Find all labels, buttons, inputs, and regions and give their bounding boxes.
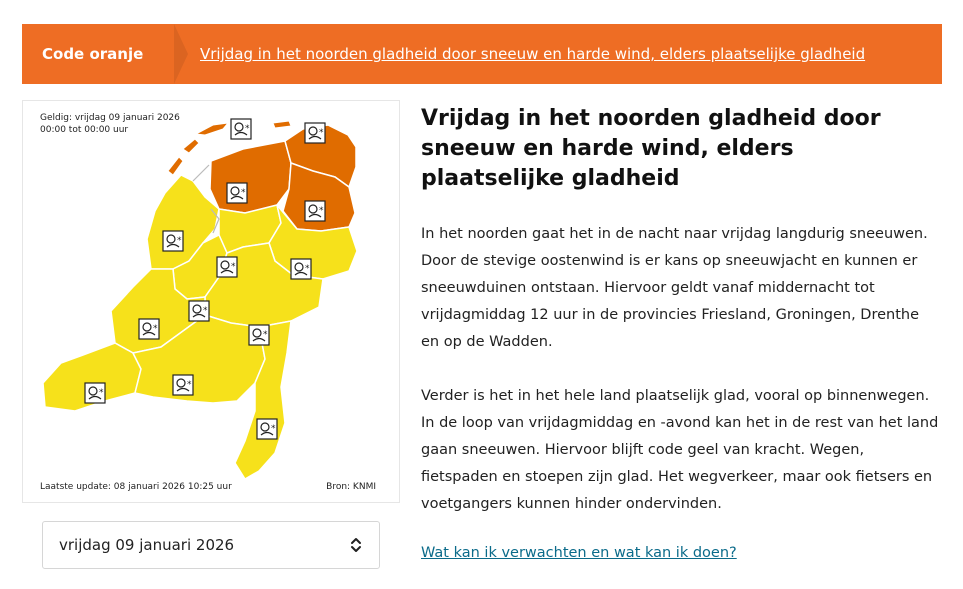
snow-ice-road-icon[interactable]	[257, 419, 277, 439]
snow-ice-road-icon[interactable]	[249, 325, 269, 345]
region-texel[interactable]	[168, 157, 183, 175]
snow-ice-road-icon[interactable]	[163, 231, 183, 251]
netherlands-map	[23, 101, 400, 503]
svg-text:*: *	[263, 330, 268, 340]
svg-text:*: *	[187, 380, 192, 390]
svg-text:*: *	[319, 206, 324, 216]
afsluitdijk-line	[193, 165, 209, 181]
map-last-update: Laatste update: 08 januari 2026 10:25 uur	[40, 482, 232, 492]
snow-ice-road-icon[interactable]	[291, 259, 311, 279]
svg-text:*: *	[153, 324, 158, 334]
snow-ice-road-icon[interactable]	[173, 375, 193, 395]
svg-text:*: *	[245, 124, 250, 134]
validity-time: 00:00 tot 00:00 uur	[40, 125, 129, 135]
snow-ice-road-icon[interactable]	[305, 123, 325, 143]
snow-ice-road-icon[interactable]	[231, 119, 251, 139]
warning-code-label	[22, 24, 174, 84]
map-validity	[40, 112, 180, 136]
banner-headline-link[interactable]: Vrijdag in het noorden gladheid door sneeuw en harde wind, elders plaatselijke gladheid	[200, 45, 866, 63]
svg-text:*: *	[177, 236, 182, 246]
snow-ice-road-icon[interactable]	[85, 383, 105, 403]
svg-text:*: *	[99, 388, 104, 398]
date-select-value: vrijdag 09 januari 2026	[59, 536, 235, 554]
article-paragraph-2: Verder is het in het hele land plaatselijk glad, vooral op binnenwegen. In de loop van vrijdagmiddag en -avond kan het in de rest van het land gaan sneeuwen. Hiervoor blijft code geel van kracht. Wegen, fietspaden en stoepen zijn glad. Het wegverkeer, maar ook fietsers en voetgangers kunnen hinder ondervinden.	[421, 388, 939, 512]
article-title: Vrijdag in het noorden gladheid door sneeuw en harde wind, elders plaatselijke gladheid	[421, 106, 881, 191]
snow-ice-road-icon[interactable]	[189, 301, 209, 321]
map-source: Bron: KNMI	[326, 482, 376, 492]
what-to-expect-link[interactable]: Wat kan ik verwachten en wat kan ik doen?	[421, 545, 737, 561]
svg-text:*: *	[231, 262, 236, 272]
warning-banner	[22, 24, 942, 84]
region-wadden-east[interactable]	[196, 123, 228, 135]
svg-text:*: *	[241, 188, 246, 198]
article	[421, 104, 941, 561]
validity-date: Geldig: vrijdag 09 januari 2026	[40, 113, 180, 123]
region-wadden-west[interactable]	[183, 139, 199, 153]
svg-text:*: *	[271, 424, 276, 434]
svg-text:*: *	[305, 264, 310, 274]
warning-map	[22, 100, 400, 503]
up-down-chevron-icon	[349, 535, 363, 555]
snow-ice-road-icon[interactable]	[227, 183, 247, 203]
article-paragraph-1: In het noorden gaat het in de nacht naar vrijdag langdurig sneeuwen. Door de stevige oostenwind is er kans op sneeuwjacht en kunnen er sneeuwduinen ontstaan. Hiervoor geldt vanaf middernacht tot vrijdagmiddag 12 uur in de provincies Friesland, Groningen, Drenthe en op de Wadden.	[421, 226, 928, 350]
snow-ice-road-icon[interactable]	[305, 201, 325, 221]
svg-text:*: *	[203, 306, 208, 316]
snow-ice-road-icon[interactable]	[217, 257, 237, 277]
date-select[interactable]	[42, 521, 380, 569]
snow-ice-road-icon[interactable]	[139, 319, 159, 339]
svg-text:*: *	[319, 128, 324, 138]
region-wadden-far[interactable]	[273, 121, 291, 128]
code-label-text: Code oranje	[42, 45, 144, 63]
region-friesland[interactable]	[210, 141, 291, 213]
